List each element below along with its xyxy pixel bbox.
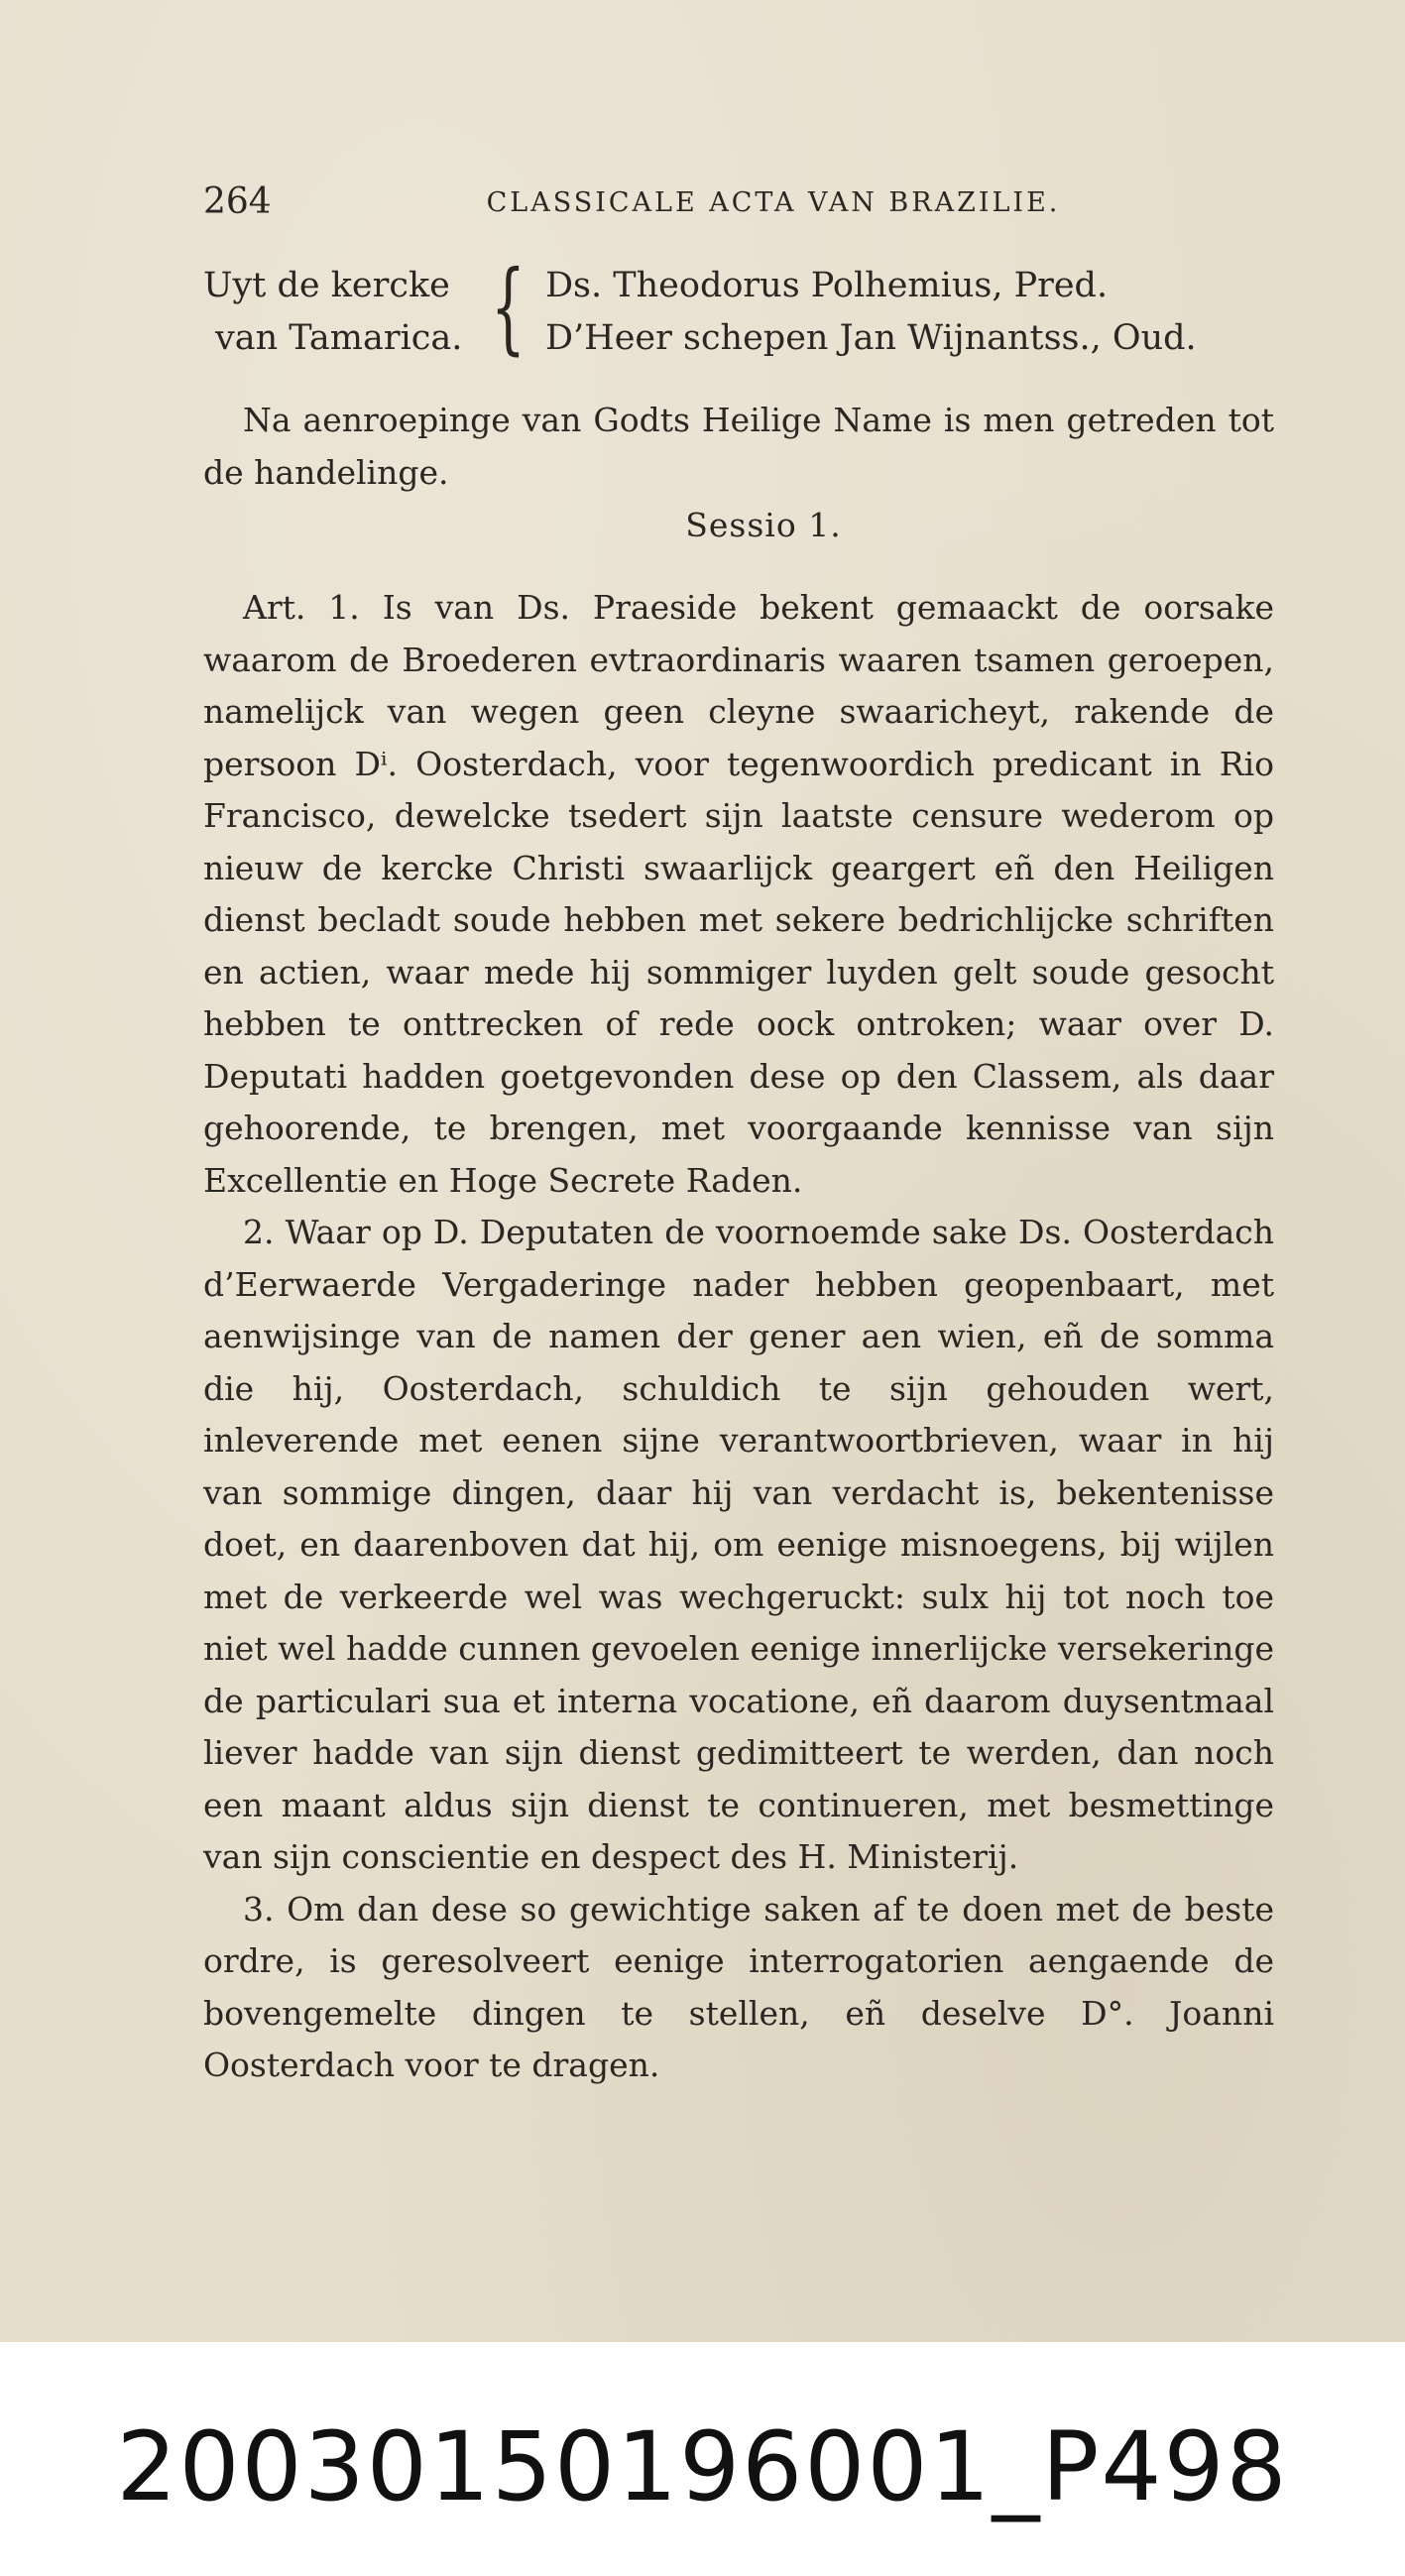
intro-paragraph-block — [203, 395, 1274, 499]
attendee-block — [203, 249, 1274, 369]
session-heading: Sessio 1. — [685, 506, 842, 544]
scan-footer — [0, 2342, 1405, 2576]
page-number: 264 — [203, 181, 272, 222]
article-1: Art. 1. Is van Ds. Praeside bekent gemaackt de oorsake waarom de Broederen evtraordinaris waaren tsamen geroepen, namelijck van wegen geen cleyne swaaricheyt, rakende de persoon Dⁱ. Oosterdach, voor tegenwoordich predicant in Rio Francisco, dewelcke tsedert sijn laatste censure wederom op nieuw de kercke Christi swaarlijck geargert eñ den Heiligen dienst becladt soude hebben met sekere bedrichlijcke schriften en actien, waar mede hij sommiger luyden gelt soude gesocht hebben te onttrecken of rede oock ontroken; waar over D. Deputati hadden goetgevonden dese op den Classem, als daar gehoorende, te brengen, met voorgaande kennisse van sijn Excellentie en Hoge Secrete Raden. — [203, 588, 1274, 1200]
article-3: 3. Om dan dese so gewichtige saken af te doen met de beste ordre, is geresolveert eenige interrogatorien aengaende de bovengemelte dingen te stellen, eñ deselve D°. Joanni Oosterdach voor te dragen. — [203, 1889, 1274, 2084]
delegates — [545, 260, 1279, 365]
article-2: 2. Waar op D. Deputaten de voornoemde sake Ds. Oosterdach d’Eerwaerde Vergaderinge nader hebben geopenbaart, met aenwijsinge van de namen der gener aen wien, eñ de somma die hij, Oosterdach, schuldich te sijn gehouden wert, inleverende met eenen sijne verantwoortbrieven, waar in hij van sommige dingen, daar hij van verdacht is, bekentenisse doet, en daarenboven dat hij, om eenige misnoegens, bij wijlen met de verkeerde wel was wechgeruckt: sulx hij tot noch toe niet wel hadde cunnen gevoelen eenige innerlijcke versekeringe de particulari sua et interna vocatione, eñ daarom duysentmaal liever hadde van sijn dienst gedimitteert te werden, dan noch een maant aldus sijn dienst te continueren, met besmettinge van sijn conscientie en despect des H. Ministerij. — [203, 1213, 1274, 1876]
page-header — [203, 181, 1274, 231]
church-line-1: Uyt de kercke — [203, 266, 450, 305]
intro-paragraph: Na aenroepinge van Godts Heilige Name is men getreden tot de handelinge. — [203, 401, 1274, 492]
scan-identifier: 20030150196001_P498 — [116, 2411, 1289, 2522]
brace-mark: { — [491, 249, 526, 365]
articles-block — [203, 582, 1274, 2092]
church-line-2: van Tamarica. — [215, 318, 463, 358]
delegate-1: Ds. Theodorus Polhemius, Pred. — [545, 266, 1109, 305]
delegate-2: D’Heer schepen Jan Wijnantss., Oud. — [545, 318, 1197, 358]
church-name — [203, 260, 486, 365]
running-head: CLASSICALE ACTA VAN BRAZILIE. — [486, 187, 1061, 218]
